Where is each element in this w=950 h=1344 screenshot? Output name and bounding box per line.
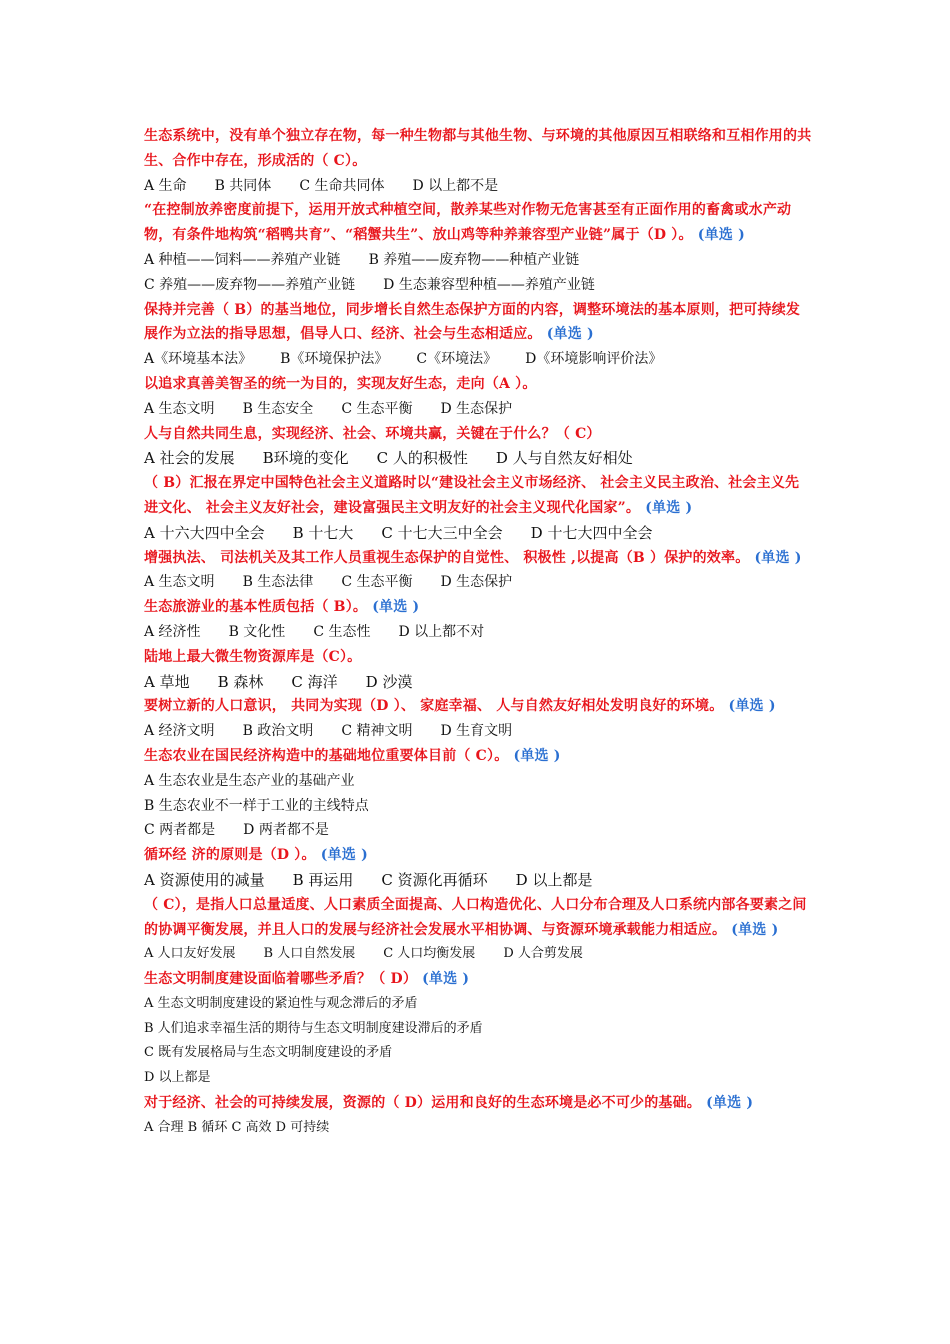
question-stem: 生态农业在国民经济构造中的基础地位重要体目前（ C）。 [144, 747, 509, 764]
answer-option: A 生态文明 [144, 400, 215, 417]
question-stem: 增强执法、 司法机关及其工作人员重视生态保护的自觉性、 积极性 ,以提高（B ）保护的效率。 [144, 549, 750, 566]
option-line [144, 992, 812, 1017]
answer-option: C 人的积极性 [376, 449, 468, 468]
question-text [144, 744, 812, 769]
answer-option: A 种植——饲料——养殖产业链 [144, 251, 341, 268]
answer-option: C 两者都是 [144, 822, 216, 839]
answer-option: C《环境法》 [416, 351, 498, 368]
answer-option: A 资源使用的减量 [144, 870, 265, 889]
answer-option: C 人口均衡发展 [383, 946, 476, 962]
question-text [144, 298, 812, 348]
exam-page [144, 124, 812, 1141]
question-text [144, 893, 812, 943]
question-type-tag: (单选 ) [728, 698, 776, 715]
option-line [144, 1066, 812, 1091]
question-stem: 生态旅游业的基本性质包括（ B）。 [144, 599, 368, 616]
answer-option: B《环境保护法》 [280, 351, 389, 368]
question-stem: “在控制放养密度前提下，运用开放式种植空间，散养某些对作物无危害甚至有正面作用的畜禽或水产动物，有条件地构筑“稻鸭共育”、“稻蟹共生”、放山鸡等种养兼容型产业链”属于（D ）。 [144, 202, 792, 244]
answer-option: A 人口友好发展 [144, 946, 236, 962]
question-stem: 生态文明制度建设面临着哪些矛盾？（ D） [144, 971, 418, 988]
option-line [144, 397, 812, 422]
answer-option: D 生育文明 [440, 723, 513, 740]
question-text [144, 967, 812, 992]
answer-option: D 以上都是 [515, 870, 593, 889]
question-text [144, 124, 812, 174]
question-text [144, 471, 812, 521]
answer-option: C 海洋 [291, 672, 338, 691]
answer-option: C 生态平衡 [341, 400, 413, 417]
answer-option: B 共同体 [214, 177, 272, 194]
answer-option: C 既有发展格局与生态文明制度建设的矛盾 [144, 1045, 393, 1061]
option-line [144, 446, 812, 471]
answer-option: D 十七大四中全会 [530, 523, 653, 542]
answer-option: B 十七大 [292, 523, 354, 542]
answer-option: C 十七大三中全会 [381, 523, 503, 542]
option-line [144, 174, 812, 199]
answer-option: D 人与自然友好相处 [495, 449, 633, 468]
question-stem: 保持并完善（ B）的基当地位，同步增长自然生态保护方面的内容，调整环境法的基本原则，把可持续发展作为立法的指导思想，倡导人口、经济、社会与生态相适应。 [144, 301, 801, 343]
answer-option: D 以上都不对 [398, 623, 485, 640]
answer-option: A 经济文明 [144, 723, 215, 740]
answer-option: A 草地 [144, 672, 190, 691]
answer-option: B 森林 [217, 672, 264, 691]
question-stem: （ B）汇报在界定中国特色社会主义道路时以“建设社会主义市场经济、 社会主义民主政治、社会主义先进文化、 社会主义友好社会，建设富强民主文明友好的社会主义现代化国家”。 [144, 475, 800, 516]
question-text [144, 645, 812, 670]
option-line [144, 719, 812, 744]
option-line [144, 769, 812, 794]
answer-option: B 生态法律 [242, 574, 314, 591]
answer-option: A 合理 B 循环 C 高效 D 可持续 [144, 1119, 330, 1135]
question-stem: 人与自然共同生息，实现经济、社会、环境共赢，关键在于什么？（ C） [144, 425, 601, 442]
answer-option: A 十六大四中全会 [144, 523, 265, 542]
answer-option: D 两者都不是 [243, 822, 329, 839]
answer-option: A 生态文明制度建设的紧迫性与观念滞后的矛盾 [144, 995, 418, 1011]
answer-option: B 政治文明 [242, 723, 314, 740]
question-type-tag: (单选 ) [546, 326, 594, 343]
answer-option: B 人口自然发展 [263, 946, 356, 962]
answer-option: D 人合剪发展 [503, 946, 583, 962]
answer-option: B 人们追求幸福生活的期待与生态文明制度建设滞后的矛盾 [144, 1020, 483, 1036]
answer-option: A 经济性 [144, 623, 201, 640]
option-line [144, 794, 812, 819]
option-line [144, 818, 812, 843]
question-text [144, 1091, 812, 1116]
answer-option: D 生态兼容型种植——养殖产业链 [383, 276, 595, 293]
option-line [144, 620, 812, 645]
question-text [144, 843, 812, 868]
option-line [144, 1017, 812, 1042]
answer-option: D《环境影响评价法》 [525, 351, 663, 368]
answer-option: C 资源化再循环 [381, 870, 488, 889]
answer-option: B环境的变化 [262, 449, 349, 468]
question-type-tag: (单选 ) [513, 747, 561, 764]
question-stem: 循环经 济的原则是（D ）。 [144, 847, 316, 864]
question-text [144, 422, 812, 447]
question-stem: 生态系统中，没有单个独立存在物，每一种生物都与其他生物、与环境的其他原因互相联络和互相作用的共生、合作中存在，形成活的（ C）。 [144, 128, 812, 169]
answer-option: D 生态保护 [440, 400, 513, 417]
option-line [144, 1041, 812, 1066]
answer-option: D 生态保护 [440, 574, 513, 591]
question-stem: 对于经济、社会的可持续发展，资源的（ D）运用和良好的生态环境是必不可少的基础。 [144, 1095, 702, 1112]
question-text [144, 595, 812, 620]
question-stem: 要树立新的人口意识， 共同为实现（D ）、 家庭幸福、 人与自然友好相处发明良好的环境。 [144, 698, 724, 715]
question-text [144, 372, 812, 397]
option-line [144, 347, 812, 372]
answer-option: D 沙漠 [365, 672, 413, 691]
answer-option: C 精神文明 [341, 723, 413, 740]
question-stem: 陆地上最大微生物资源库是（C）。 [144, 648, 362, 665]
question-type-tag: (单选 ) [706, 1095, 754, 1112]
question-type-tag: (单选 ) [422, 971, 470, 988]
option-line [144, 273, 812, 298]
option-line [144, 521, 812, 546]
answer-option: A《环境基本法》 [144, 351, 253, 368]
question-stem: （ C），是指人口总量适度、人口素质全面提高、人口构造优化、人口分布合理及人口系统内部各要素之间的协调平衡发展，并且人口的发展与经济社会发展水平相协调、与资源环境承载能力相适应。 [144, 896, 807, 938]
answer-option: C 生态平衡 [341, 574, 413, 591]
option-line [144, 1116, 812, 1141]
answer-option: A 生命 [144, 177, 187, 194]
question-stem: 以追求真善美智圣的统一为目的，实现友好生态，走向（A ）。 [144, 375, 537, 392]
option-line [144, 570, 812, 595]
option-line [144, 942, 812, 967]
answer-option: B 生态农业不一样于工业的主线特点 [144, 797, 369, 814]
answer-option: D 以上都不是 [412, 177, 499, 194]
option-line [144, 248, 812, 273]
question-type-tag: (单选 ) [320, 847, 368, 864]
option-line [144, 670, 812, 695]
question-type-tag: (单选 ) [754, 549, 802, 566]
question-type-tag: (单选 ) [372, 599, 420, 616]
answer-option: B 文化性 [228, 623, 286, 640]
question-type-tag: (单选 ) [697, 227, 745, 244]
answer-option: A 生态文明 [144, 574, 215, 591]
answer-option: B 生态安全 [242, 400, 314, 417]
answer-option: C 养殖——废弃物——养殖产业链 [144, 276, 356, 293]
answer-option: A 生态农业是生态产业的基础产业 [144, 772, 355, 789]
answer-option: D 以上都是 [144, 1070, 211, 1086]
question-text [144, 198, 812, 248]
question-text [144, 694, 812, 719]
option-line [144, 868, 812, 893]
question-type-tag: (单选 ) [645, 499, 693, 516]
answer-option: A 社会的发展 [144, 449, 235, 468]
answer-option: B 再运用 [292, 870, 354, 889]
answer-option: C 生命共同体 [299, 177, 385, 194]
answer-option: B 养殖——废弃物——种植产业链 [368, 251, 580, 268]
answer-option: C 生态性 [313, 623, 371, 640]
question-text [144, 546, 812, 571]
question-type-tag: (单选 ) [731, 921, 779, 938]
